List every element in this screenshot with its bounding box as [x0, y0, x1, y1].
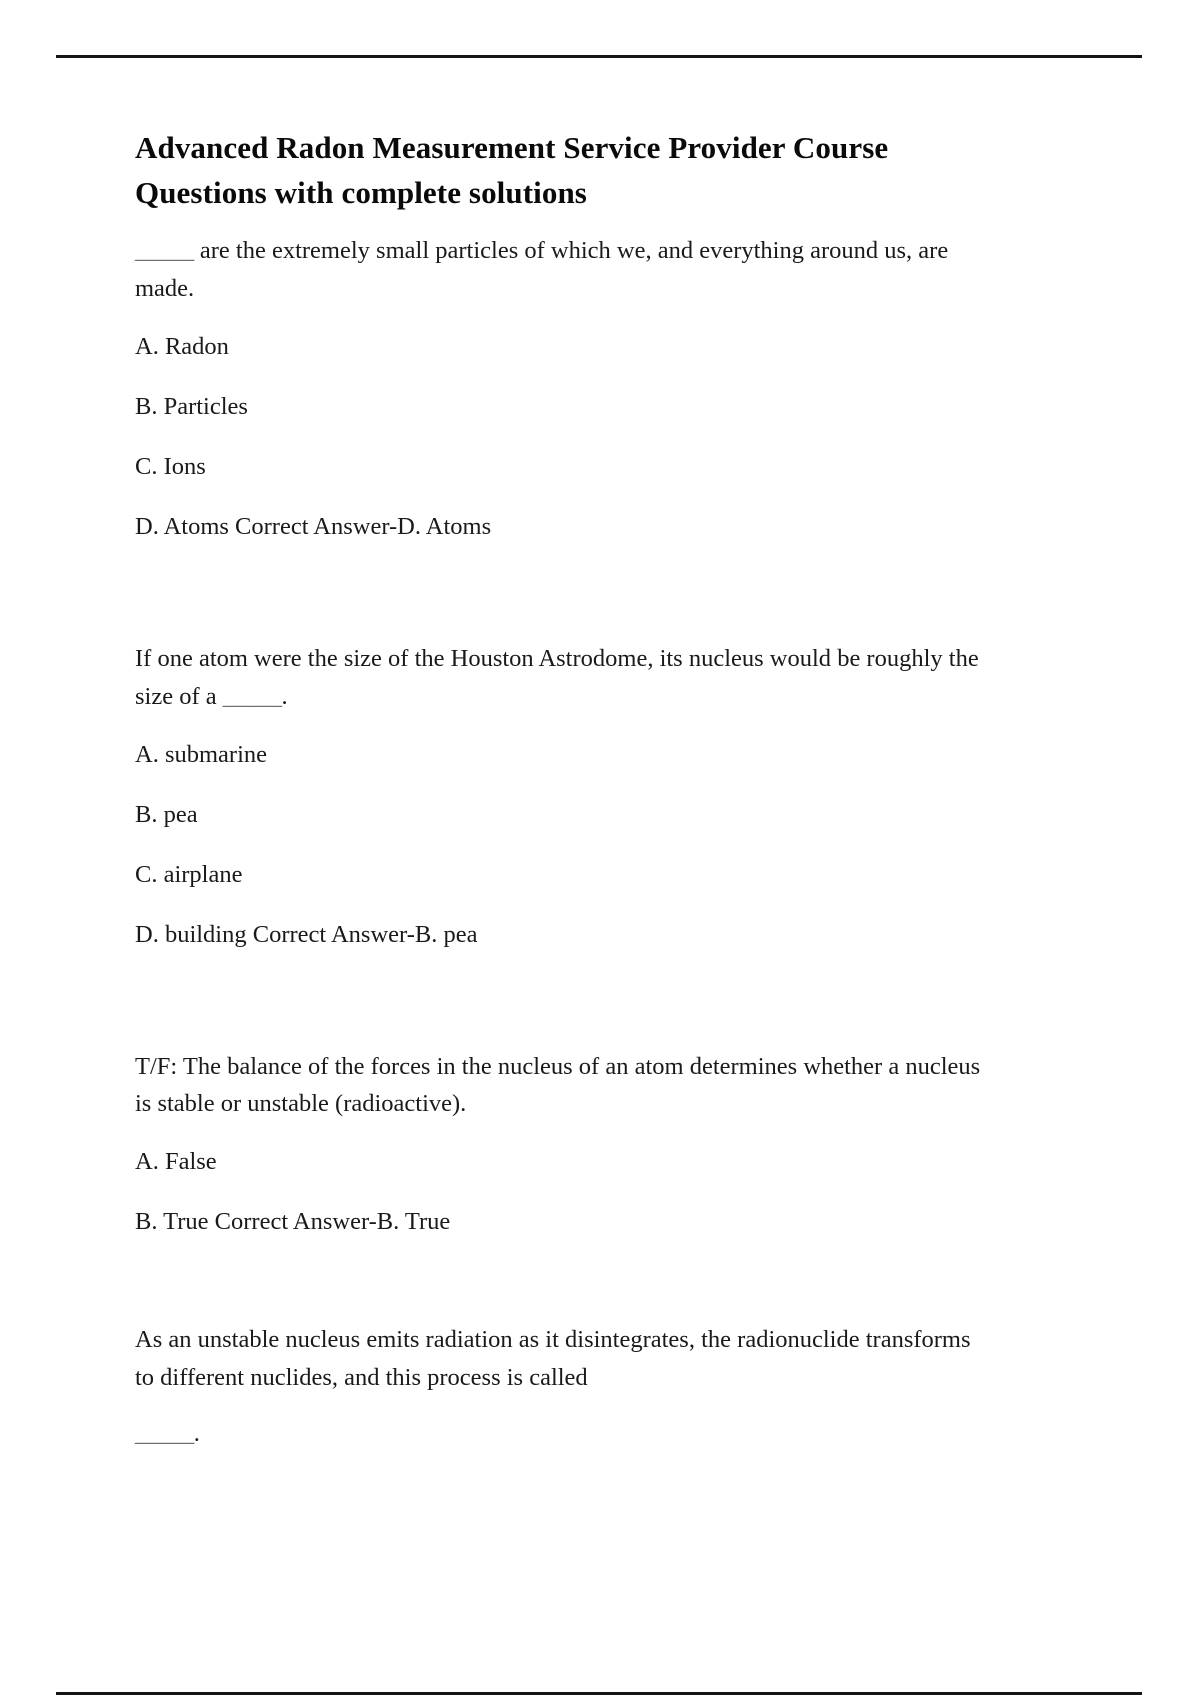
- question-block-2: [135, 640, 995, 954]
- fill-in-blank: _____: [135, 1420, 194, 1448]
- question-2-option-c[interactable]: C. airplane: [135, 860, 243, 888]
- question-block-1: [135, 232, 995, 546]
- document-body: [135, 126, 995, 1453]
- question-1-option-b[interactable]: B. Particles: [135, 392, 248, 420]
- question-2-stem-line2-post: .: [281, 682, 288, 710]
- question-1-stem: [135, 232, 995, 308]
- question-2-stem: [135, 640, 995, 716]
- page-title: Advanced Radon Measurement Service Provider Course Questions with complete solutions: [135, 130, 889, 210]
- question-separator-1: [135, 568, 995, 640]
- footer-rule: [56, 1692, 1142, 1695]
- question-1-option-a[interactable]: A. Radon: [135, 332, 229, 360]
- question-2-option-d[interactable]: D. building Correct Answer-B. pea: [135, 920, 478, 948]
- question-separator-2: [135, 976, 995, 1048]
- question-separator-3: [135, 1263, 995, 1321]
- question-4-stem: [135, 1321, 995, 1397]
- question-4-stem-line2: radionuclide transforms to different nuclides, and this process is called: [135, 1326, 971, 1392]
- question-2-option-b[interactable]: B. pea: [135, 800, 198, 828]
- question-1-option-d[interactable]: D. Atoms Correct Answer-D. Atoms: [135, 512, 492, 540]
- question-4-stem-line1: As an unstable nucleus emits radiation as it disintegrates, the: [135, 1326, 732, 1354]
- question-3-stem: [135, 1048, 995, 1124]
- question-4-stem-line3-post: .: [193, 1420, 200, 1448]
- question-4-stem-line3: [135, 1415, 995, 1453]
- question-2-option-a[interactable]: A. submarine: [135, 740, 267, 768]
- question-block-4: [135, 1321, 995, 1453]
- question-2-stem-line2-pre: be roughly the size of a: [135, 644, 979, 710]
- fill-in-blank: _____: [135, 236, 194, 264]
- question-3-stem-line2: whether a nucleus is stable or unstable (radioactive).: [135, 1052, 981, 1118]
- question-2-stem-line1: If one atom were the size of the Houston Astrodome, its nucleus would: [135, 644, 832, 672]
- question-1-option-c[interactable]: C. Ions: [135, 452, 206, 480]
- fill-in-blank: _____: [222, 682, 282, 710]
- question-block-3: [135, 1048, 995, 1242]
- question-3-option-a[interactable]: A. False: [135, 1148, 217, 1176]
- question-1-stem-line2: around us, are made.: [135, 236, 949, 302]
- header-rule: [56, 55, 1142, 58]
- question-3-option-b[interactable]: B. True Correct Answer-B. True: [135, 1208, 451, 1236]
- question-3-stem-line1: T/F: The balance of the forces in the nucleus of an atom determines: [135, 1052, 798, 1080]
- question-1-stem-line1: are the extremely small particles of which we, and everything: [193, 236, 804, 264]
